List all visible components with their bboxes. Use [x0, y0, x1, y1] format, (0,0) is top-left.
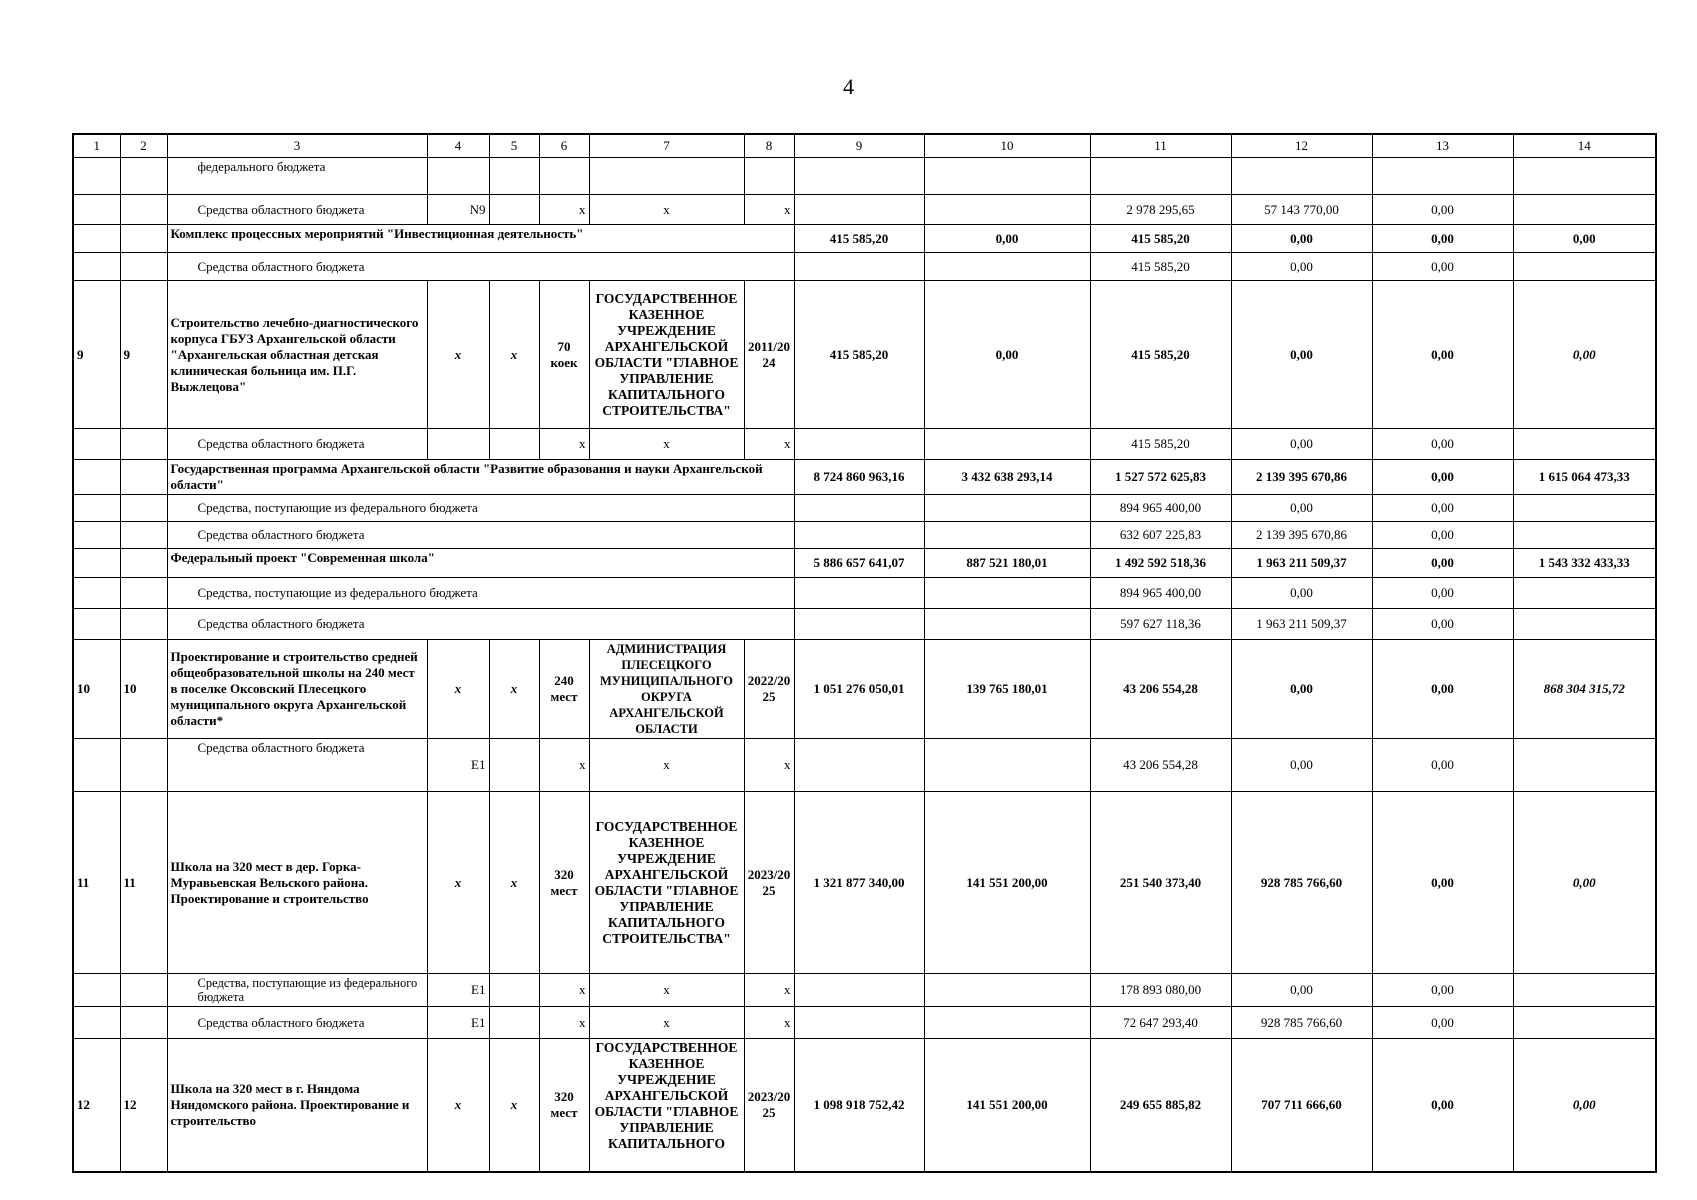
cell	[120, 522, 167, 549]
cell-amount: 43 206 554,28	[1090, 739, 1231, 792]
cell	[489, 195, 539, 225]
cell-amount: 249 655 885,82	[1090, 1039, 1231, 1172]
cell-number: 10	[120, 640, 167, 739]
cell-number: 9	[120, 281, 167, 429]
cell	[924, 609, 1090, 640]
cell	[73, 578, 120, 609]
cell	[794, 522, 924, 549]
cell	[120, 495, 167, 522]
cell-amount: 2 139 395 670,86	[1231, 460, 1372, 495]
cell-amount: 0,00	[1372, 281, 1513, 429]
cell-amount: 57 143 770,00	[1231, 195, 1372, 225]
cell-code: E1	[427, 974, 489, 1007]
cell-amount: 0,00	[1231, 739, 1372, 792]
cell	[924, 429, 1090, 460]
cell	[120, 253, 167, 281]
cell-capacity: x	[539, 195, 589, 225]
cell-x: x	[489, 281, 539, 429]
cell	[120, 429, 167, 460]
cell	[73, 974, 120, 1007]
cell	[539, 158, 589, 195]
cell	[744, 158, 794, 195]
cell-period: 2011/2024	[744, 281, 794, 429]
cell-amount: 139 765 180,01	[924, 640, 1090, 739]
cell	[120, 739, 167, 792]
cell-amount: 1 051 276 050,01	[794, 640, 924, 739]
table-row	[73, 1007, 1656, 1039]
cell	[794, 495, 924, 522]
cell	[120, 578, 167, 609]
table-row	[73, 195, 1656, 225]
cell-number: 11	[120, 792, 167, 974]
header-cell: 12	[1231, 134, 1372, 158]
cell-amount: 0,00	[1372, 578, 1513, 609]
object-name: Строительство лечебно-диагностического корпуса ГБУЗ Архангельской области "Архангельская областная детская клиническая больница им. П.Г. Выжлецова"	[167, 281, 427, 429]
cell	[1513, 974, 1656, 1007]
cell-capacity: x	[539, 429, 589, 460]
cell-capacity: x	[539, 739, 589, 792]
cell-amount: 0,00	[1372, 1039, 1513, 1172]
cell-code: x	[427, 1039, 489, 1172]
cell-code: x	[427, 792, 489, 974]
cell	[924, 253, 1090, 281]
cell-org: АДМИНИСТРАЦИЯ ПЛЕСЕЦКОГО МУНИЦИПАЛЬНОГО ОКРУГА АРХАНГЕЛЬСКОЙ ОБЛАСТИ	[589, 640, 744, 739]
cell	[73, 253, 120, 281]
row-name: Средства областного бюджета	[167, 739, 427, 792]
header-row	[73, 134, 1656, 158]
cell-org: ГОСУДАРСТВЕННОЕ КАЗЕННОЕ УЧРЕЖДЕНИЕ АРХАНГЕЛЬСКОЙ ОБЛАСТИ "ГЛАВНОЕ УПРАВЛЕНИЕ КАПИТАЛЬНОГО СТРОИТЕЛЬСТВА"	[589, 792, 744, 974]
table-row	[73, 549, 1656, 578]
cell-org: x	[589, 195, 744, 225]
cell	[924, 578, 1090, 609]
header-cell: 9	[794, 134, 924, 158]
cell-x: x	[489, 1039, 539, 1172]
cell	[427, 158, 489, 195]
row-name: федерального бюджета	[167, 158, 427, 195]
cell	[73, 1007, 120, 1039]
cell-period: x	[744, 195, 794, 225]
cell-amount: 0,00	[1372, 609, 1513, 640]
object-name: Проектирование и строительство средней общеобразовательной школы на 240 мест в поселке Оксовский Плесецкого муниципального округа Архангельской области*	[167, 640, 427, 739]
cell	[120, 1007, 167, 1039]
header-cell: 6	[539, 134, 589, 158]
cell-amount: 0,00	[1513, 792, 1656, 974]
cell-number: 12	[120, 1039, 167, 1172]
cell	[1513, 195, 1656, 225]
cell-amount: 1 543 332 433,33	[1513, 549, 1656, 578]
cell-amount: 415 585,20	[794, 281, 924, 429]
cell	[489, 429, 539, 460]
budget-table	[72, 133, 1657, 1173]
header-cell: 14	[1513, 134, 1656, 158]
row-name: Средства, поступающие из федерального бюджета	[167, 578, 794, 609]
cell-code: E1	[427, 739, 489, 792]
cell	[120, 158, 167, 195]
cell	[924, 158, 1090, 195]
row-name: Средства, поступающие из федерального бюджета	[167, 495, 794, 522]
cell	[1513, 253, 1656, 281]
table-row	[73, 429, 1656, 460]
cell-amount: 1 321 877 340,00	[794, 792, 924, 974]
table-row	[73, 522, 1656, 549]
cell	[489, 974, 539, 1007]
cell-x: x	[489, 792, 539, 974]
cell	[73, 460, 120, 495]
table-row	[73, 460, 1656, 495]
cell-number: 9	[73, 281, 120, 429]
section-title: Федеральный проект "Современная школа"	[167, 549, 794, 578]
cell	[73, 225, 120, 253]
cell-amount: 1 963 211 509,37	[1231, 609, 1372, 640]
cell-amount: 415 585,20	[1090, 281, 1231, 429]
header-cell: 7	[589, 134, 744, 158]
cell-amount: 928 785 766,60	[1231, 792, 1372, 974]
cell-amount: 0,00	[1231, 253, 1372, 281]
cell-amount: 0,00	[1372, 460, 1513, 495]
cell-period: 2022/2025	[744, 640, 794, 739]
cell-org: ГОСУДАРСТВЕННОЕ КАЗЕННОЕ УЧРЕЖДЕНИЕ АРХАНГЕЛЬСКОЙ ОБЛАСТИ "ГЛАВНОЕ УПРАВЛЕНИЕ КАПИТАЛЬНОГО	[589, 1039, 744, 1172]
header-cell: 2	[120, 134, 167, 158]
table-row	[73, 158, 1656, 195]
cell	[73, 522, 120, 549]
cell-amount: 0,00	[1513, 1039, 1656, 1172]
cell	[924, 522, 1090, 549]
cell-period: 2023/2025	[744, 1039, 794, 1172]
cell-amount: 72 647 293,40	[1090, 1007, 1231, 1039]
cell-amount: 0,00	[1372, 792, 1513, 974]
cell-amount: 141 551 200,00	[924, 792, 1090, 974]
cell-capacity: x	[539, 974, 589, 1007]
table-row	[73, 739, 1656, 792]
cell-amount: 1 527 572 625,83	[1090, 460, 1231, 495]
cell	[489, 739, 539, 792]
cell	[73, 739, 120, 792]
row-name: Средства областного бюджета	[167, 429, 427, 460]
cell	[489, 1007, 539, 1039]
object-name: Школа на 320 мест в г. Няндома Няндомского района. Проектирование и строительство	[167, 1039, 427, 1172]
cell-number: 11	[73, 792, 120, 974]
cell	[1513, 429, 1656, 460]
cell-capacity: 320 мест	[539, 792, 589, 974]
header-cell: 3	[167, 134, 427, 158]
cell	[794, 609, 924, 640]
cell-x: x	[489, 640, 539, 739]
cell-org: x	[589, 429, 744, 460]
cell-amount: 0,00	[1372, 253, 1513, 281]
cell-amount: 1 963 211 509,37	[1231, 549, 1372, 578]
cell	[120, 609, 167, 640]
cell	[794, 158, 924, 195]
cell-amount: 415 585,20	[1090, 429, 1231, 460]
cell	[73, 158, 120, 195]
table-row	[73, 495, 1656, 522]
header-cell: 1	[73, 134, 120, 158]
cell	[924, 974, 1090, 1007]
cell-amount: 43 206 554,28	[1090, 640, 1231, 739]
cell	[1231, 158, 1372, 195]
cell	[120, 225, 167, 253]
cell	[73, 609, 120, 640]
row-name: Средства областного бюджета	[167, 253, 794, 281]
cell-amount: 178 893 080,00	[1090, 974, 1231, 1007]
table-row	[73, 792, 1656, 974]
cell	[73, 549, 120, 578]
cell-capacity: x	[539, 1007, 589, 1039]
cell-org: x	[589, 1007, 744, 1039]
cell-amount: 1 492 592 518,36	[1090, 549, 1231, 578]
cell-amount: 1 615 064 473,33	[1513, 460, 1656, 495]
cell-amount: 928 785 766,60	[1231, 1007, 1372, 1039]
table-row	[73, 974, 1656, 1007]
row-name: Средства областного бюджета	[167, 609, 794, 640]
cell-period: x	[744, 1007, 794, 1039]
cell-amount: 2 139 395 670,86	[1231, 522, 1372, 549]
cell-amount: 887 521 180,01	[924, 549, 1090, 578]
cell-amount: 632 607 225,83	[1090, 522, 1231, 549]
cell-amount: 707 711 666,60	[1231, 1039, 1372, 1172]
cell-amount: 0,00	[1372, 225, 1513, 253]
header-cell: 11	[1090, 134, 1231, 158]
cell	[73, 195, 120, 225]
cell	[1513, 739, 1656, 792]
cell-amount: 251 540 373,40	[1090, 792, 1231, 974]
section-title: Государственная программа Архангельской области "Развитие образования и науки Архангельской области"	[167, 460, 794, 495]
cell-number: 10	[73, 640, 120, 739]
cell-amount: 0,00	[1372, 495, 1513, 522]
cell-amount: 2 978 295,65	[1090, 195, 1231, 225]
cell	[589, 158, 744, 195]
cell-org: ГОСУДАРСТВЕННОЕ КАЗЕННОЕ УЧРЕЖДЕНИЕ АРХАНГЕЛЬСКОЙ ОБЛАСТИ "ГЛАВНОЕ УПРАВЛЕНИЕ КАПИТАЛЬНОГО СТРОИТЕЛЬСТВА"	[589, 281, 744, 429]
cell-code: x	[427, 640, 489, 739]
cell-capacity: 240 мест	[539, 640, 589, 739]
cell	[794, 1007, 924, 1039]
cell-amount: 415 585,20	[794, 225, 924, 253]
cell-amount: 0,00	[924, 225, 1090, 253]
cell-period: 2023/2025	[744, 792, 794, 974]
cell	[120, 974, 167, 1007]
header-cell: 13	[1372, 134, 1513, 158]
table-row	[73, 253, 1656, 281]
cell-amount: 5 886 657 641,07	[794, 549, 924, 578]
table-row	[73, 640, 1656, 739]
cell	[794, 739, 924, 792]
row-name: Средства областного бюджета	[167, 195, 427, 225]
cell-amount: 0,00	[1372, 522, 1513, 549]
header-cell: 8	[744, 134, 794, 158]
cell-amount: 0,00	[1372, 974, 1513, 1007]
object-name: Школа на 320 мест в дер. Горка-Муравьевская Вельского района. Проектирование и строительство	[167, 792, 427, 974]
cell-amount: 0,00	[1372, 549, 1513, 578]
row-name: Средства областного бюджета	[167, 1007, 427, 1039]
cell-amount: 141 551 200,00	[924, 1039, 1090, 1172]
cell	[120, 195, 167, 225]
cell-capacity: 320 мест	[539, 1039, 589, 1172]
cell-amount: 0,00	[1372, 1007, 1513, 1039]
page-number: 4	[843, 74, 854, 99]
cell-amount: 0,00	[1231, 225, 1372, 253]
cell-period: x	[744, 739, 794, 792]
cell	[794, 578, 924, 609]
cell-amount: 0,00	[1513, 225, 1656, 253]
cell-org: x	[589, 974, 744, 1007]
cell	[794, 974, 924, 1007]
cell-amount: 0,00	[1231, 640, 1372, 739]
cell-period: x	[744, 429, 794, 460]
table-row	[73, 225, 1656, 253]
cell-capacity: 70 коек	[539, 281, 589, 429]
cell-amount: 415 585,20	[1090, 225, 1231, 253]
cell	[924, 1007, 1090, 1039]
cell	[794, 429, 924, 460]
cell-code: E1	[427, 1007, 489, 1039]
cell-amount: 0,00	[1513, 281, 1656, 429]
cell	[924, 495, 1090, 522]
cell-amount: 1 098 918 752,42	[794, 1039, 924, 1172]
cell	[1513, 158, 1656, 195]
header-cell: 4	[427, 134, 489, 158]
cell-code: N9	[427, 195, 489, 225]
cell	[1090, 158, 1231, 195]
cell-amount: 0,00	[1372, 640, 1513, 739]
cell-amount: 0,00	[1372, 195, 1513, 225]
cell-code: x	[427, 281, 489, 429]
cell-amount: 0,00	[1231, 578, 1372, 609]
cell-amount: 0,00	[1231, 495, 1372, 522]
cell	[427, 429, 489, 460]
cell	[924, 195, 1090, 225]
cell-amount: 868 304 315,72	[1513, 640, 1656, 739]
cell-amount: 415 585,20	[1090, 253, 1231, 281]
cell	[924, 739, 1090, 792]
table-row	[73, 281, 1656, 429]
header-cell: 10	[924, 134, 1090, 158]
cell	[120, 549, 167, 578]
table-row	[73, 609, 1656, 640]
cell-number: 12	[73, 1039, 120, 1172]
cell-amount: 8 724 860 963,16	[794, 460, 924, 495]
cell	[1513, 495, 1656, 522]
cell	[120, 460, 167, 495]
cell	[1513, 1007, 1656, 1039]
cell	[1513, 522, 1656, 549]
cell-amount: 0,00	[1372, 739, 1513, 792]
cell-amount: 0,00	[1231, 429, 1372, 460]
section-title: Комплекс процессных мероприятий "Инвестиционная деятельность"	[167, 225, 794, 253]
cell-amount: 0,00	[924, 281, 1090, 429]
cell-amount: 3 432 638 293,14	[924, 460, 1090, 495]
cell	[489, 158, 539, 195]
cell-amount: 0,00	[1231, 974, 1372, 1007]
cell-amount: 894 965 400,00	[1090, 578, 1231, 609]
cell-amount: 597 627 118,36	[1090, 609, 1231, 640]
cell-period: x	[744, 974, 794, 1007]
cell	[73, 495, 120, 522]
cell-amount: 894 965 400,00	[1090, 495, 1231, 522]
cell	[1513, 578, 1656, 609]
cell	[1372, 158, 1513, 195]
cell	[73, 429, 120, 460]
header-cell: 5	[489, 134, 539, 158]
row-name: Средства областного бюджета	[167, 522, 794, 549]
cell-amount: 0,00	[1231, 281, 1372, 429]
table-row	[73, 578, 1656, 609]
cell-amount: 0,00	[1372, 429, 1513, 460]
table-row	[73, 1039, 1656, 1172]
cell	[794, 195, 924, 225]
cell-org: x	[589, 739, 744, 792]
cell	[794, 253, 924, 281]
cell	[1513, 609, 1656, 640]
row-name: Средства, поступающие из федерального бюджета	[167, 974, 427, 1007]
